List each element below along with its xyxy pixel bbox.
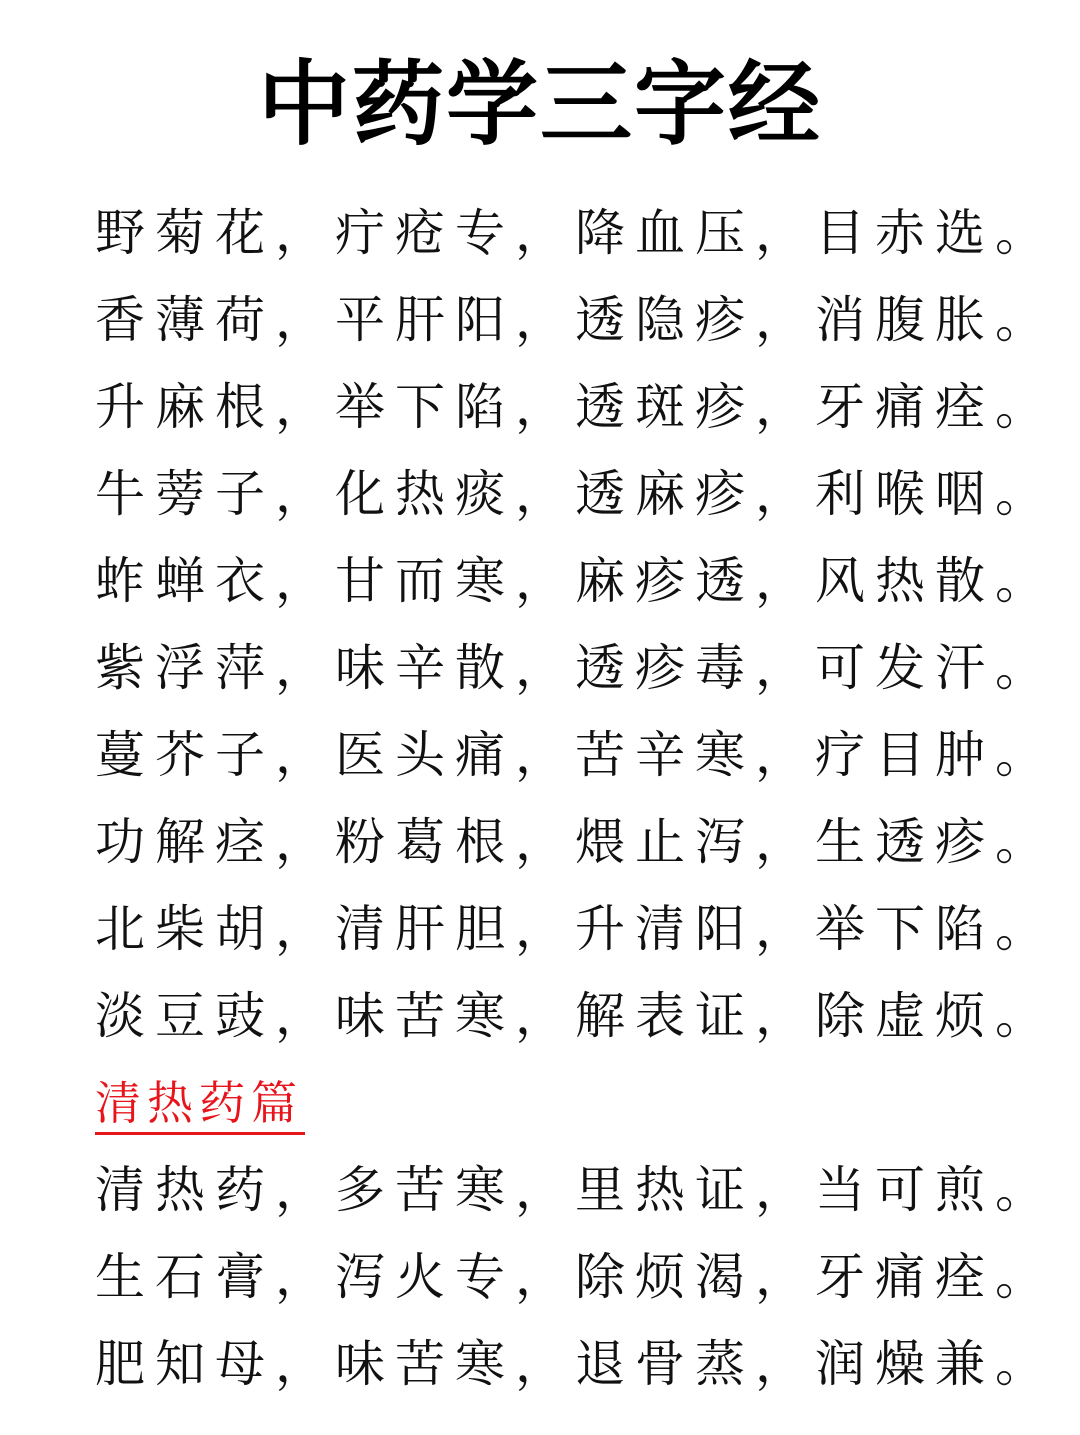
- section-header: [95, 1060, 1035, 1147]
- page-title: 中药学三字经: [257, 51, 822, 158]
- verse-line: 野菊花，疔疮专，降血压，目赤选。: [95, 204, 1055, 262]
- verse-line: 牛蒡子，化热痰，透麻疹，利喉咽。: [95, 465, 1055, 523]
- verse-line: 香薄荷，平肝阳，透隐疹，消腹胀。: [95, 291, 1055, 349]
- verse-line: 淡豆豉，味苦寒，解表证，除虚烦。: [95, 987, 1055, 1045]
- verse-line: 升麻根，举下陷，透斑疹，牙痛痊。: [95, 378, 1055, 436]
- verse-line: 功解痉，粉葛根，煨止泻，生透疹。: [95, 813, 1055, 871]
- section-title: 清热药篇: [95, 1074, 305, 1135]
- verse-line: 生石膏，泻火专，除烦渴，牙痛痊。: [95, 1248, 1055, 1306]
- verse-line: 北柴胡，清肝胆，升清阳，举下陷。: [95, 900, 1055, 958]
- verse-body: [95, 190, 1055, 1408]
- verse-line: 蔓芥子，医头痛，苦辛寒，疗目肿。: [95, 726, 1055, 784]
- verse-line: 紫浮萍，味辛散，透疹毒，可发汗。: [95, 639, 1055, 697]
- verse-line: 肥知母，味苦寒，退骨蒸，润燥兼。: [95, 1335, 1055, 1393]
- verse-line: 清热药，多苦寒，里热证，当可煎。: [95, 1161, 1055, 1219]
- verse-line: 蚱蝉衣，甘而寒，麻疹透，风热散。: [95, 552, 1055, 610]
